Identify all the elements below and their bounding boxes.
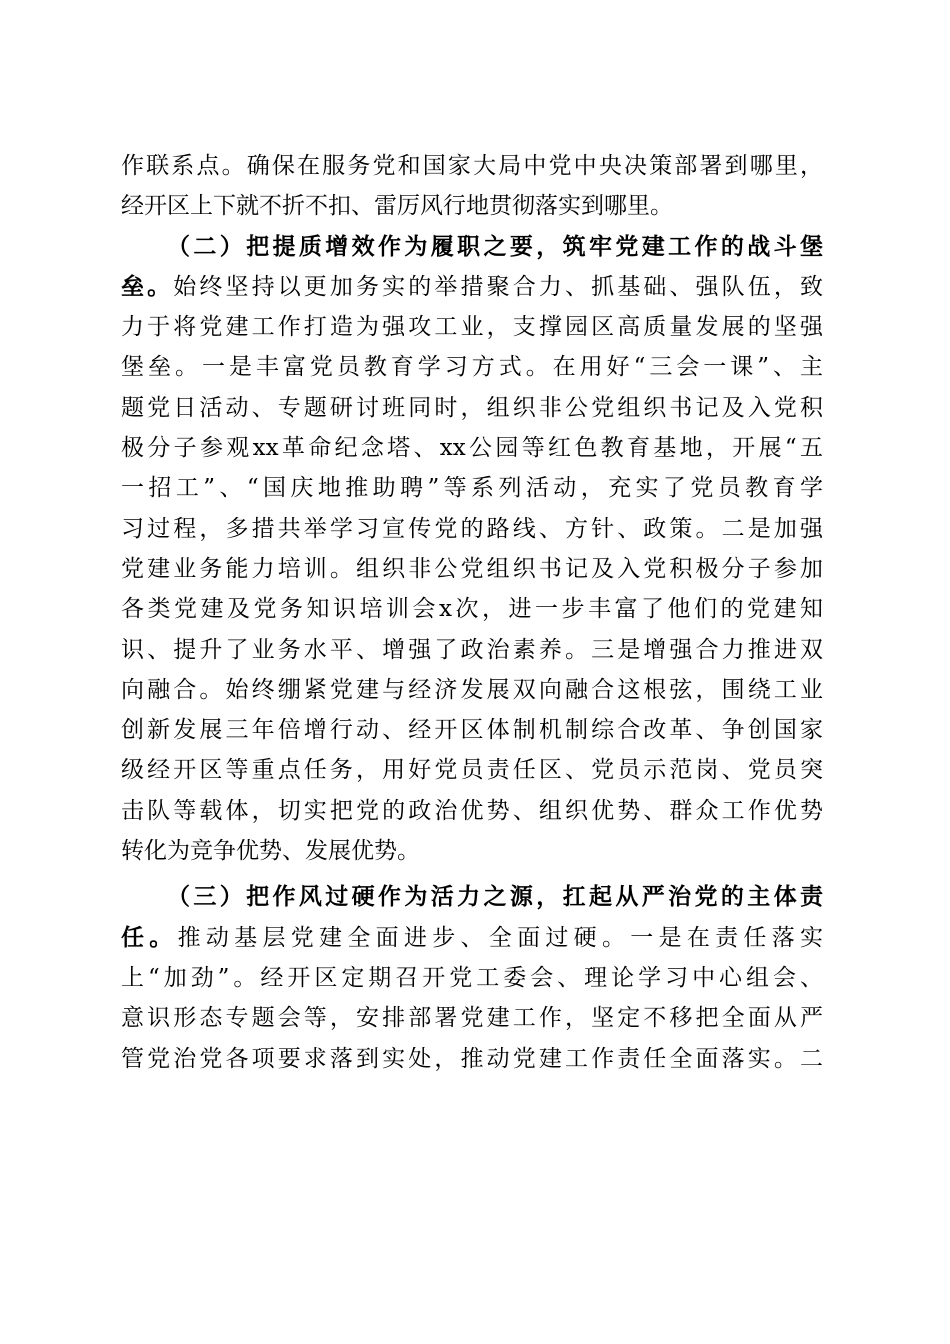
line-text: 堡垒。一是丰富党员教育学习方式。在用好“三会一课”、主 <box>121 354 823 381</box>
line-text: 级经开区等重点任务，用好党员责任区、党员示范岗、党员突 <box>121 757 823 784</box>
section-heading-two-end: 垒。 <box>121 272 174 300</box>
body-line <box>121 710 823 750</box>
line-text: 意识形态专题会等，安排部署党建工作，坚定不移把全面从严 <box>121 1005 823 1032</box>
body-line <box>121 468 823 508</box>
body-line <box>121 958 823 998</box>
body-line <box>121 146 823 186</box>
body-line <box>121 428 823 468</box>
line-text: 推动基层党建全面进步、全面过硬。一是在责任落实 <box>177 924 824 951</box>
body-line <box>121 509 823 549</box>
body-line <box>121 670 823 710</box>
body-line <box>121 347 823 387</box>
line-text: 管党治党各项要求落到实处，推动党建工作责任全面落实。二 <box>121 1045 823 1072</box>
body-line <box>121 750 823 790</box>
body-line <box>121 831 823 871</box>
line-text: 作联系点。确保在服务党和国家大局中党中央决策部署到哪里， <box>121 153 823 179</box>
section-heading-three-end: 任。 <box>121 923 178 951</box>
line-text: 各类党建及党务知识培训会x次，进一步丰富了他们的党建知 <box>121 596 823 623</box>
line-text: 题党日活动、专题研讨班同时，组织非公党组织书记及入党积 <box>121 394 823 421</box>
line-text: 击队等载体，切实把党的政治优势、组织优势、群众工作优势 <box>121 797 823 824</box>
line-text: 创新发展三年倍增行动、经开区体制机制综合改革、争创国家 <box>121 717 823 744</box>
body-line <box>121 998 823 1038</box>
body-line <box>121 388 823 428</box>
line-text: 党建业务能力培训。组织非公党组织书记及入党积极分子参加 <box>121 555 823 582</box>
body-line <box>121 549 823 589</box>
line-text: 向融合。始终绷紧党建与经济发展双向融合这根弦，围绕工业 <box>121 676 823 703</box>
line-text: 识、提升了业务水平、增强了政治素养。三是增强合力推进双 <box>121 636 823 663</box>
line-text: 上“加劲”。经开区定期召开党工委会、理论学习中心组会、 <box>121 964 823 991</box>
body-line <box>121 589 823 629</box>
line-text: 始终坚持以更加务实的举措聚合力、抓基础、强队伍，致 <box>173 273 824 300</box>
section-heading-line <box>121 877 823 917</box>
body-line <box>121 630 823 670</box>
line-text: 经开区上下就不折不扣、雷厉风行地贯彻落实到哪里。 <box>121 193 673 220</box>
section-heading-line <box>121 227 823 267</box>
body-line <box>121 186 823 226</box>
section-heading-three: （三）把作风过硬作为活力之源，扛起从严治党的主体责 <box>167 883 823 911</box>
document-body <box>121 146 823 1079</box>
line-text: 极分子参观xx革命纪念塔、xx公园等红色教育基地，开展“五 <box>121 435 823 462</box>
line-text: 习过程，多措共举学习宣传党的路线、方针、政策。二是加强 <box>121 515 823 542</box>
line-text: 一招工”、“国庆地推助聘”等系列活动，充实了党员教育学 <box>121 475 823 502</box>
line-text: 转化为竞争优势、发展优势。 <box>121 838 420 865</box>
body-line <box>121 307 823 347</box>
body-line <box>121 791 823 831</box>
body-line <box>121 918 823 958</box>
section-heading-two: （二）把提质增效作为履职之要，筑牢党建工作的战斗堡 <box>167 232 823 260</box>
line-text: 力于将党建工作打造为强攻工业，支撑园区高质量发展的坚强 <box>121 314 823 341</box>
body-line <box>121 267 823 307</box>
body-line <box>121 1039 823 1079</box>
